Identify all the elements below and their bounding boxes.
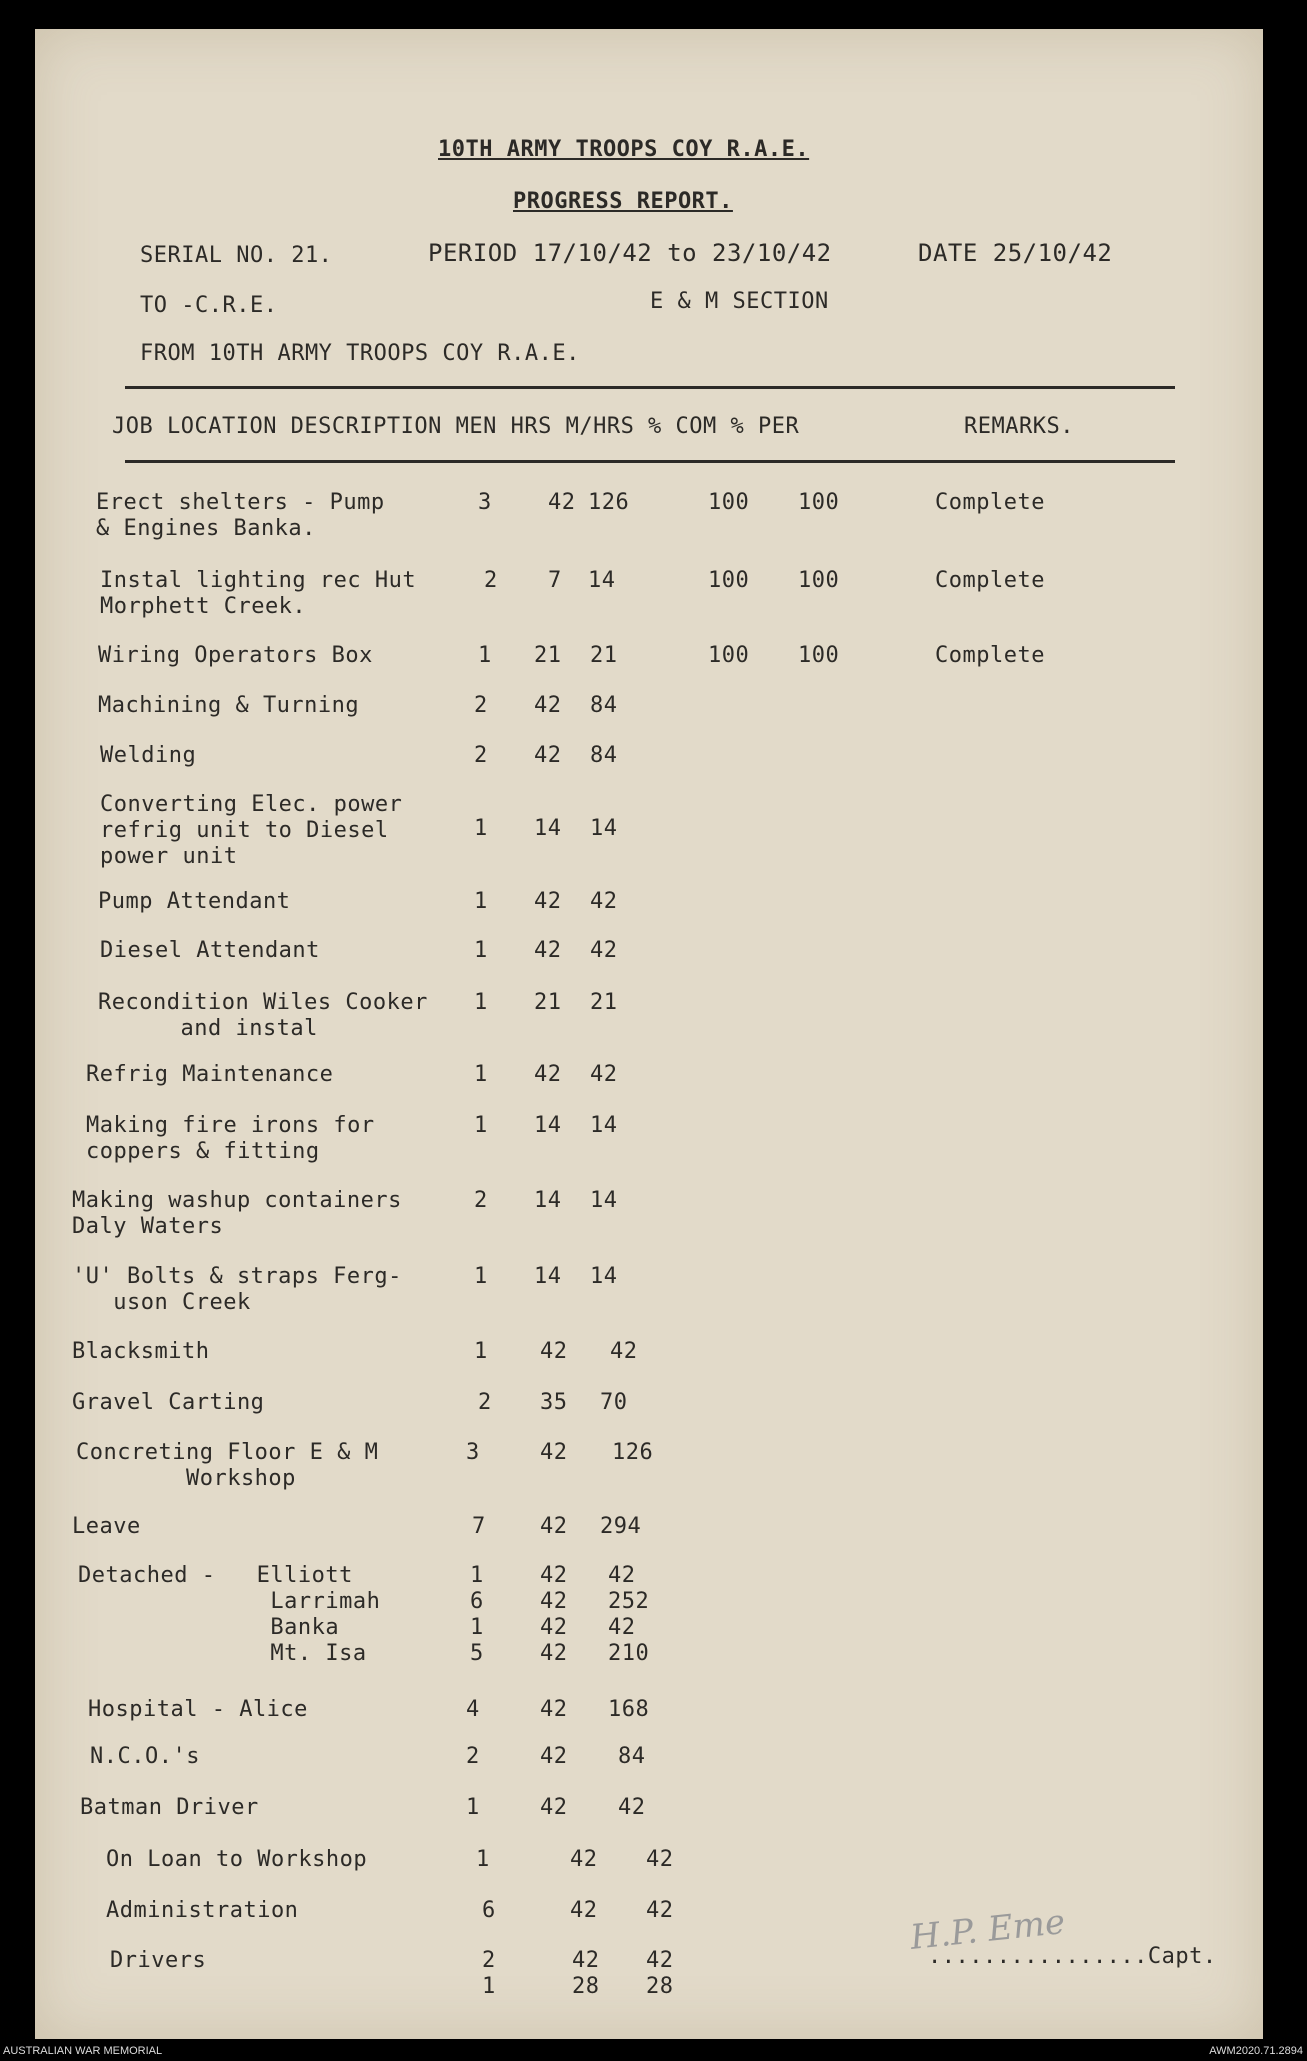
row-percent-per: 100 — [798, 643, 840, 668]
row-mhrs: 168 — [608, 1697, 650, 1722]
footer-left: AUSTRALIAN WAR MEMORIAL — [3, 2045, 163, 2057]
row-description: Machining & Turning — [98, 693, 360, 718]
archive-footer — [0, 2041, 1307, 2061]
row-men: 1 — [474, 990, 488, 1015]
row-men: 1 — [474, 1264, 488, 1289]
row-men: 1 — [466, 1795, 480, 1820]
row-hrs: 35 — [540, 1390, 568, 1415]
row-mhrs: 42 — [590, 889, 618, 914]
row-men: 2 — [478, 1390, 492, 1415]
row-men: 6 — [482, 1898, 496, 1923]
row-mhrs: 42 — [646, 1847, 674, 1872]
row-percent-complete: 100 — [708, 568, 750, 593]
row-men: 1 — [474, 1062, 488, 1087]
row-hrs: 42 — [540, 1795, 568, 1820]
row-men: 2 — [474, 1188, 488, 1213]
row-description: Instal lighting rec Hut Morphett Creek. — [100, 568, 417, 619]
row-men: 1 — [478, 643, 492, 668]
row-hrs: 21 — [534, 990, 562, 1015]
row-mhrs: 42 — [590, 938, 618, 963]
signature-line: ................Capt. — [928, 1944, 1217, 1969]
row-hrs: 42 — [540, 1697, 568, 1722]
row-remarks: Complete — [935, 490, 1045, 515]
row-mhrs: 14 — [590, 816, 618, 841]
row-hrs: 42 — [540, 1514, 568, 1539]
row-men: 2 1 — [482, 1948, 496, 1999]
row-men: 2 — [484, 568, 498, 593]
row-hrs: 42 — [534, 1062, 562, 1087]
row-hrs: 14 — [534, 816, 562, 841]
handwritten-signature: H.P. Eme — [908, 1901, 1067, 1959]
remarks-header: REMARKS. — [964, 414, 1074, 439]
row-hrs: 42 — [570, 1898, 598, 1923]
row-men: 1 — [474, 938, 488, 963]
addressee: TO -C.R.E. — [140, 293, 278, 318]
row-description: Welding — [100, 743, 197, 768]
row-men: 1 — [476, 1847, 490, 1872]
row-mhrs: 84 — [590, 743, 618, 768]
column-headers: JOB LOCATION DESCRIPTION MEN HRS M/HRS % COM % PER — [112, 414, 800, 439]
row-men: 3 — [466, 1440, 480, 1465]
row-mhrs: 14 — [590, 1188, 618, 1213]
row-percent-complete: 100 — [708, 490, 750, 515]
row-men: 1 — [474, 816, 488, 841]
row-mhrs: 294 — [600, 1514, 642, 1539]
row-remarks: Complete — [935, 643, 1045, 668]
row-description: Drivers — [110, 1948, 207, 1973]
row-mhrs: 14 — [590, 1113, 618, 1138]
row-hrs: 21 — [534, 643, 562, 668]
row-description: Converting Elec. power refrig unit to Diesel power unit — [100, 792, 403, 869]
header-rule-bottom — [125, 460, 1175, 463]
row-description: Administration — [106, 1898, 299, 1923]
report-date: DATE 25/10/42 — [918, 239, 1113, 267]
row-hrs: 42 — [540, 1744, 568, 1769]
row-hrs: 14 — [534, 1188, 562, 1213]
row-hrs: 42 — [540, 1339, 568, 1364]
footer-right: AWM2020.71.2894 — [1209, 2045, 1303, 2057]
row-percent-per: 100 — [798, 490, 840, 515]
row-mhrs: 42 — [618, 1795, 646, 1820]
row-description: Refrig Maintenance — [86, 1062, 334, 1087]
row-hrs: 42 42 42 42 — [540, 1563, 568, 1666]
row-men: 2 — [474, 743, 488, 768]
document-title: 10TH ARMY TROOPS COY R.A.E. — [438, 137, 810, 162]
row-men: 1 — [474, 1339, 488, 1364]
row-mhrs: 21 — [590, 643, 618, 668]
row-description: Making washup containers Daly Waters — [72, 1188, 402, 1239]
row-mhrs: 14 — [590, 1264, 618, 1289]
row-hrs: 14 — [534, 1113, 562, 1138]
row-men: 3 — [478, 490, 492, 515]
row-mhrs: 21 — [590, 990, 618, 1015]
sender: FROM 10TH ARMY TROOPS COY R.A.E. — [140, 341, 580, 366]
row-description: Recondition Wiles Cooker and instal — [98, 990, 428, 1041]
row-men: 1 6 1 5 — [470, 1563, 484, 1666]
row-mhrs: 42 — [590, 1062, 618, 1087]
row-description: 'U' Bolts & straps Ferg- uson Creek — [72, 1264, 402, 1315]
row-men: 2 — [474, 693, 488, 718]
row-description: Making fire irons for coppers & fitting — [86, 1113, 375, 1164]
row-hrs: 42 — [534, 693, 562, 718]
row-hrs: 42 — [534, 743, 562, 768]
row-mhrs: 42 252 42 210 — [608, 1563, 650, 1666]
row-men: 1 — [474, 889, 488, 914]
row-description: On Loan to Workshop — [106, 1847, 368, 1872]
serial-number: SERIAL NO. 21. — [140, 243, 333, 268]
row-mhrs: 126 — [588, 490, 630, 515]
row-percent-complete: 100 — [708, 643, 750, 668]
row-mhrs: 70 — [600, 1390, 628, 1415]
row-hrs: 42 — [570, 1847, 598, 1872]
row-percent-per: 100 — [798, 568, 840, 593]
row-hrs: 42 28 — [572, 1948, 600, 1999]
row-remarks: Complete — [935, 568, 1045, 593]
row-mhrs: 84 — [590, 693, 618, 718]
row-mhrs: 42 — [610, 1339, 638, 1364]
row-description: Pump Attendant — [98, 889, 291, 914]
row-mhrs: 126 — [612, 1440, 654, 1465]
row-description: Concreting Floor E & M Workshop — [76, 1440, 379, 1491]
row-description: Gravel Carting — [72, 1390, 265, 1415]
row-mhrs: 14 — [588, 568, 616, 593]
header-rule-top — [125, 386, 1175, 389]
row-hrs: 42 — [534, 938, 562, 963]
row-description: Wiring Operators Box — [98, 643, 373, 668]
row-hrs: 42 — [540, 1440, 568, 1465]
row-hrs: 14 — [534, 1264, 562, 1289]
row-men: 4 — [466, 1697, 480, 1722]
row-description: Erect shelters - Pump & Engines Banka. — [96, 490, 385, 541]
row-mhrs: 42 — [646, 1898, 674, 1923]
row-description: Diesel Attendant — [100, 938, 320, 963]
document-subtitle: PROGRESS REPORT. — [513, 189, 733, 214]
row-description: Detached - Elliott Larrimah Banka Mt. Isa — [78, 1563, 381, 1666]
row-hrs: 7 — [548, 568, 562, 593]
section-name: E & M SECTION — [650, 289, 829, 314]
row-men: 7 — [472, 1514, 486, 1539]
report-period: PERIOD 17/10/42 to 23/10/42 — [428, 239, 832, 267]
row-description: Hospital - Alice — [88, 1697, 308, 1722]
row-hrs: 42 — [548, 490, 576, 515]
row-mhrs: 84 — [618, 1744, 646, 1769]
row-description: Leave — [72, 1514, 141, 1539]
row-description: Blacksmith — [72, 1339, 210, 1364]
row-men: 2 — [466, 1744, 480, 1769]
row-description: Batman Driver — [80, 1795, 259, 1820]
row-mhrs: 42 28 — [646, 1948, 674, 1999]
row-hrs: 42 — [534, 889, 562, 914]
row-description: N.C.O.'s — [90, 1744, 200, 1769]
row-men: 1 — [474, 1113, 488, 1138]
